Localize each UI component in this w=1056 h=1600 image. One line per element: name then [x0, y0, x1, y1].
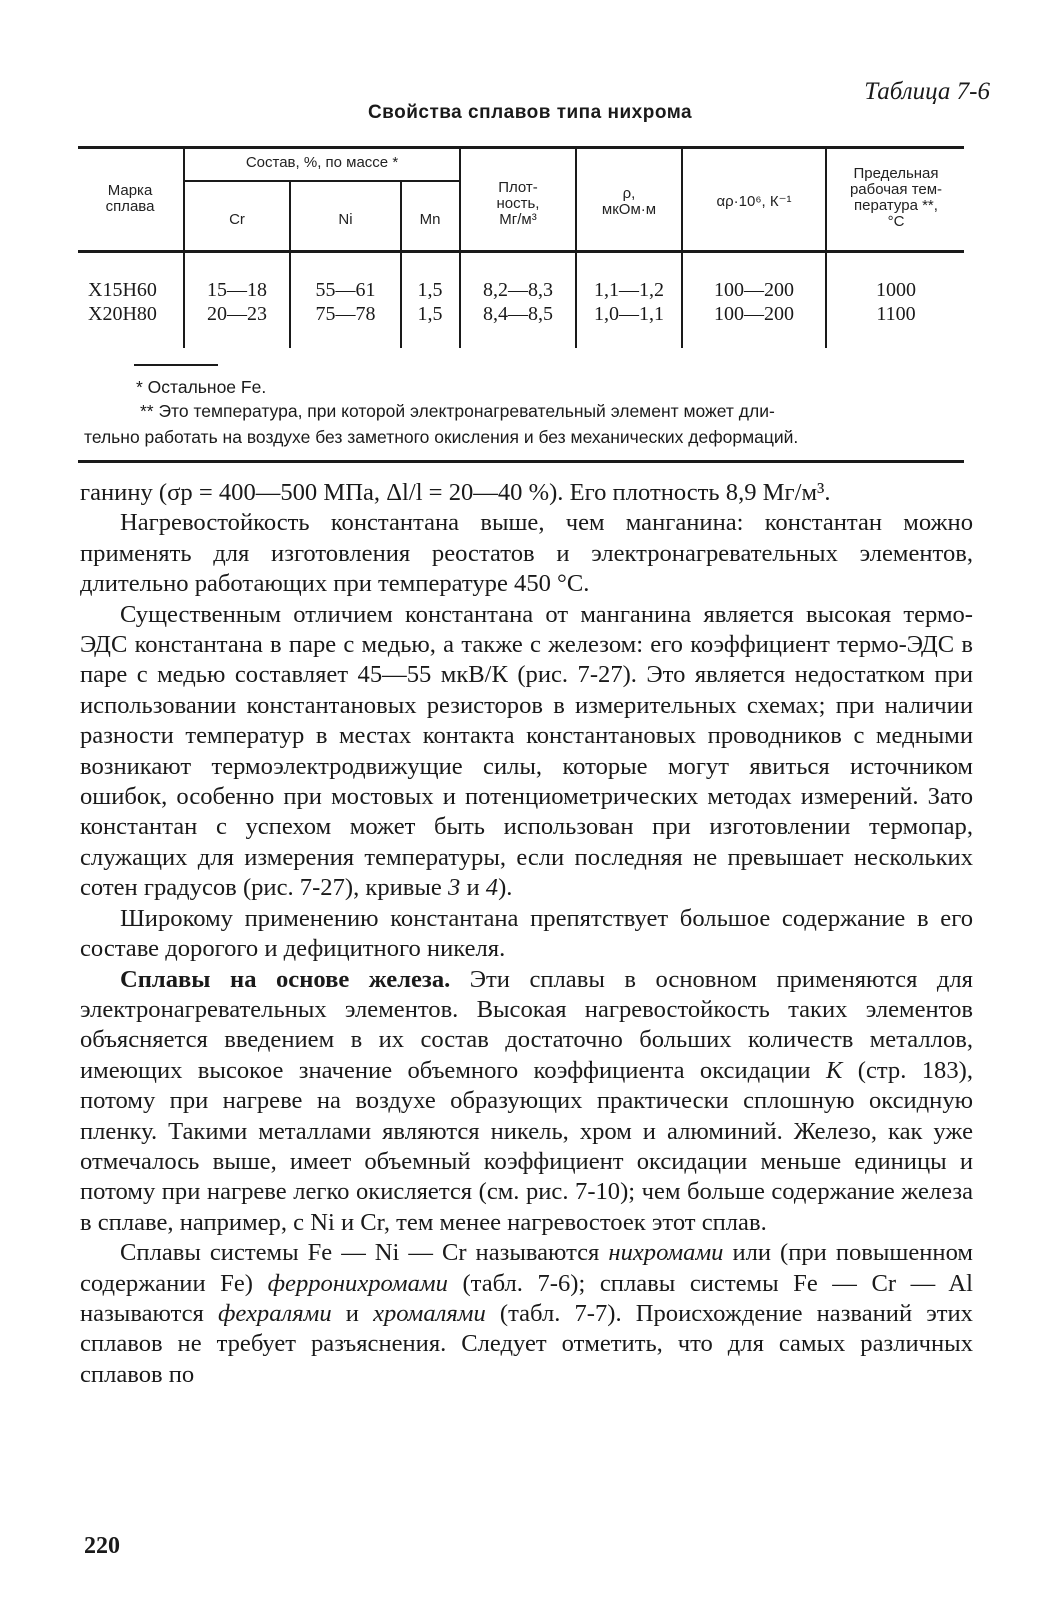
- table-vline: [681, 148, 683, 348]
- paragraph: Широкому применению константана препятствует большое содержание в его составе дорогого и дефицитного никеля.: [80, 904, 973, 963]
- cell-alpha: 100—200: [714, 303, 794, 325]
- composition-underline: [184, 180, 460, 182]
- footnote-2: ** Это температура, при которой электронагревательный элемент может дли- тельно работать на воздухе без заметного окисления и без механических деформаций.: [84, 401, 799, 447]
- header-composition: Состав, %, по массе *: [245, 154, 399, 171]
- cell-grade: Х20Н80: [88, 303, 157, 325]
- cell-max-temp: 1100: [876, 303, 916, 325]
- cell-density: 8,2—8,3: [483, 279, 553, 301]
- paragraph: Нагревостойкость константана выше, чем манганина: константан можно применять для изготовления реостатов и электронагревательных элементов, длительно работающих при температуре 450 °С.: [80, 509, 973, 598]
- cell-ni: 55—61: [315, 279, 376, 301]
- table-vline: [459, 148, 461, 348]
- table-top-rule: [78, 146, 964, 149]
- paragraph: ганину (σр = 400—500 МПа, Δl/l = 20—40 %). Его плотность 8,9 Мг/м³.: [80, 479, 831, 506]
- table-vline: [825, 148, 827, 348]
- cell-cr: 20—23: [207, 303, 267, 325]
- cell-density: 8,4—8,5: [483, 303, 553, 325]
- paragraph: Существенным отличием константана от манганина является высокая термо-ЭДС константана в паре с медью, а также с железом: его коэффициент термо-ЭДС в паре с медью составляет 45—55 мкВ/К (рис. 7-27). Это является недостатком при использовании константановых резисторов в измерительных схемах; при наличии разности температур в местах контакта константановых проводников с медными возникают термоэлектродвижущие силы, которые могут явиться источником ошибок, особенно при мостовых и потенциометрических методах измерений. Зато константан с успехом может быть использован при изготовлении термопар, служащих для измерения температуры, если последняя не превышает нескольких сотен градусов (рис. 7-27), кривые 3 и 4).: [80, 600, 973, 902]
- table-vline: [575, 148, 577, 348]
- header-alpha: αρ·10⁶, К⁻¹: [716, 193, 792, 210]
- header-cr: Cr: [229, 211, 245, 228]
- cell-grade: Х15Н60: [88, 279, 157, 301]
- section-heading: Сплавы на основе железа.: [120, 965, 451, 993]
- cell-alpha: 100—200: [714, 279, 794, 301]
- header-mn: Mn: [419, 211, 441, 228]
- header-ni: Ni: [338, 211, 353, 228]
- header-density: Плот- ность, Мг/м³: [496, 179, 540, 228]
- paragraph: Сплавы системы Fe — Ni — Cr называются нихромами или (при повышенном содержании Fe) ферронихромами (табл. 7-6); сплавы системы Fe — Cr — Al называются фехралями и хромалями (табл. 7-7). Происхождение названий этих сплавов не требует разъяснения. Следует отметить, что для самых различных сплавов по: [80, 1239, 974, 1388]
- table-number: Таблица 7-6: [864, 78, 990, 105]
- cell-mn: 1,5: [417, 279, 443, 301]
- header-resistivity: ρ, мкОм·м: [601, 185, 657, 218]
- table-title: Свойства сплавов типа нихрома: [367, 102, 693, 123]
- body-text: [80, 478, 973, 1390]
- cell-cr: 15—18: [207, 279, 267, 301]
- table-bottom-rule: [78, 460, 964, 463]
- header-grade: Марка сплава: [105, 182, 155, 215]
- table-header-rule: [78, 250, 964, 253]
- cell-resistivity: 1,0—1,1: [594, 303, 664, 325]
- header-max-temp: Предельная рабочая тем- пература **, °С: [849, 165, 943, 230]
- footnote-rule: [134, 364, 218, 366]
- cell-ni: 75—78: [315, 303, 376, 325]
- table-vline: [183, 148, 185, 348]
- cell-max-temp: 1000: [876, 279, 916, 301]
- cell-resistivity: 1,1—1,2: [594, 279, 664, 301]
- table-vline: [289, 180, 291, 348]
- paragraph: Сплавы на основе железа. Эти сплавы в основном применяются для электронагревательных элементов. Высокая нагревостойкость таких элементов объясняется введением в их состав достаточно больших количеств металлов, имеющих высокое значение объемного коэффициента оксидации K (стр. 183), потому при нагреве на воздухе образующих практически сплошную оксидную пленку. Такими металлами являются никель, хром и алюминий. Железо, как уже отмечалось выше, имеет объемный коэффициент оксидации меньше единицы и потому при нагреве легко окисляется (см. рис. 7-10); чем больше содержание железа в сплаве, например, с Ni и Cr, тем менее нагревостоек этот сплав.: [80, 965, 973, 1236]
- cell-mn: 1,5: [417, 303, 443, 325]
- footnote-1: * Остальное Fe.: [136, 377, 267, 397]
- page-number: 220: [84, 1533, 120, 1559]
